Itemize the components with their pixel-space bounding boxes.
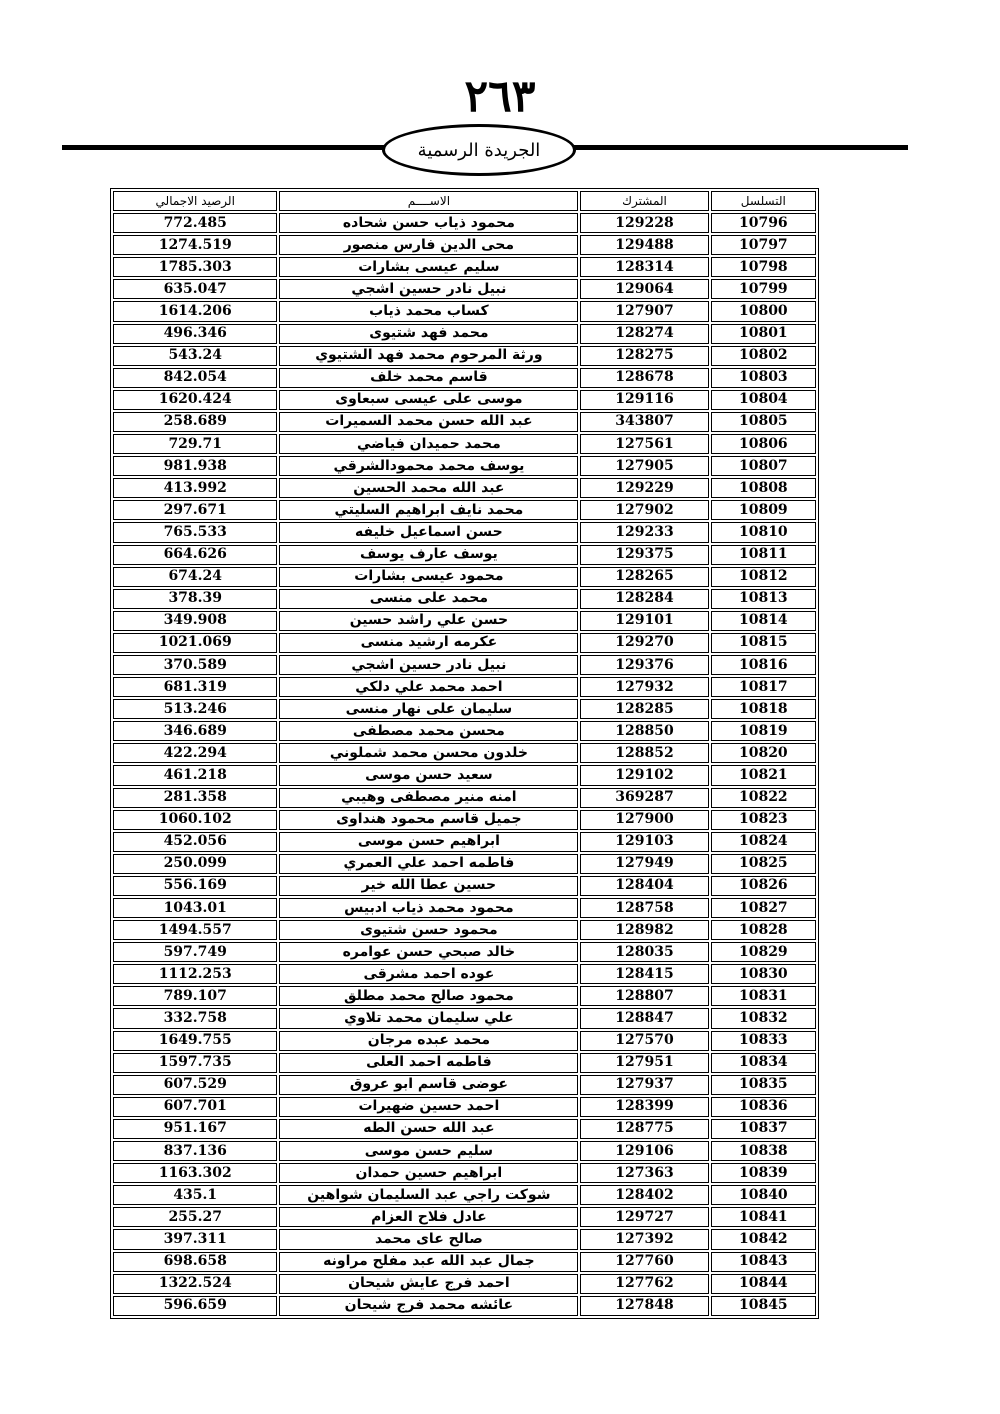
serial-cell: 10805 <box>711 412 816 432</box>
balance-cell: 1614.206 <box>113 301 277 321</box>
serial-cell: 10803 <box>711 368 816 388</box>
serial-cell: 10815 <box>711 633 816 653</box>
column-header-subscriber: المشترك <box>580 191 708 211</box>
serial-cell: 10828 <box>711 920 816 940</box>
subscriber-cell: 127905 <box>580 456 708 476</box>
balance-cell: 607.701 <box>113 1097 277 1117</box>
balance-cell: 842.054 <box>113 368 277 388</box>
balance-cell: 397.311 <box>113 1229 277 1249</box>
column-header-serial: التسلسل <box>711 191 816 211</box>
balance-cell: 635.047 <box>113 279 277 299</box>
table-row <box>113 567 816 587</box>
balance-cell: 837.136 <box>113 1141 277 1161</box>
balance-cell: 664.626 <box>113 545 277 565</box>
balance-cell: 461.218 <box>113 765 277 785</box>
subscriber-cell: 129727 <box>580 1207 708 1227</box>
page-number: ٢٦٣ <box>464 71 536 122</box>
serial-cell: 10814 <box>711 611 816 631</box>
balance-table <box>110 188 819 1319</box>
table-row <box>113 301 816 321</box>
table-row <box>113 1097 816 1117</box>
serial-cell: 10838 <box>711 1141 816 1161</box>
column-header-balance: الرصيد الاجمالي <box>113 191 277 211</box>
balance-cell: 596.659 <box>113 1296 277 1316</box>
name-cell: صالح عاى محمد <box>279 1229 578 1249</box>
balance-cell: 1494.557 <box>113 920 277 940</box>
table-row <box>113 611 816 631</box>
subscriber-cell: 128850 <box>580 721 708 741</box>
balance-cell: 1274.519 <box>113 235 277 255</box>
subscriber-cell: 129101 <box>580 611 708 631</box>
subscriber-cell: 129375 <box>580 545 708 565</box>
serial-cell: 10808 <box>711 478 816 498</box>
name-cell: جمال عبد الله عبد مفلح مراونه <box>279 1252 578 1272</box>
name-cell: حسن علي راشد حسين <box>279 611 578 631</box>
name-cell: عائشه محمد فرج شيحان <box>279 1296 578 1316</box>
serial-cell: 10812 <box>711 567 816 587</box>
balance-cell: 413.992 <box>113 478 277 498</box>
serial-cell: 10802 <box>711 346 816 366</box>
table-row <box>113 1207 816 1227</box>
name-cell: محمود عيسى بشارات <box>279 567 578 587</box>
table-row <box>113 324 816 344</box>
column-header-name: الاســــم <box>279 191 578 211</box>
balance-cell: 250.099 <box>113 854 277 874</box>
table-row <box>113 1252 816 1272</box>
balance-cell: 674.24 <box>113 567 277 587</box>
balance-cell: 513.246 <box>113 699 277 719</box>
subscriber-cell: 129376 <box>580 655 708 675</box>
table-row <box>113 1053 816 1073</box>
subscriber-cell: 128852 <box>580 743 708 763</box>
subscriber-cell: 129228 <box>580 213 708 233</box>
serial-cell: 10827 <box>711 898 816 918</box>
balance-cell: 556.169 <box>113 876 277 896</box>
name-cell: احمد فرج عايش شيحان <box>279 1274 578 1294</box>
table-row <box>113 257 816 277</box>
subscriber-cell: 128285 <box>580 699 708 719</box>
table-row <box>113 1185 816 1205</box>
subscriber-cell: 129103 <box>580 832 708 852</box>
name-cell: فاطمه احمد العلى <box>279 1053 578 1073</box>
name-cell: محمد عبده مرجان <box>279 1031 578 1051</box>
serial-cell: 10816 <box>711 655 816 675</box>
subscriber-cell: 127363 <box>580 1163 708 1183</box>
table-row <box>113 765 816 785</box>
balance-cell: 729.71 <box>113 434 277 454</box>
table-row <box>113 213 816 233</box>
name-cell: عوده احمد مشرقى <box>279 964 578 984</box>
subscriber-cell: 128847 <box>580 1008 708 1028</box>
balance-cell: 452.056 <box>113 832 277 852</box>
serial-cell: 10833 <box>711 1031 816 1051</box>
balance-cell: 1597.735 <box>113 1053 277 1073</box>
balance-cell: 1043.01 <box>113 898 277 918</box>
subscriber-cell: 127932 <box>580 677 708 697</box>
table-row <box>113 1075 816 1095</box>
balance-cell: 1649.755 <box>113 1031 277 1051</box>
balance-cell: 422.294 <box>113 743 277 763</box>
subscriber-cell: 127902 <box>580 500 708 520</box>
subscriber-cell: 128035 <box>580 942 708 962</box>
serial-cell: 10831 <box>711 986 816 1006</box>
table-row <box>113 788 816 808</box>
serial-cell: 10813 <box>711 589 816 609</box>
name-cell: سليمان على نهار منسى <box>279 699 578 719</box>
name-cell: ابراهيم حسن موسى <box>279 832 578 852</box>
serial-cell: 10820 <box>711 743 816 763</box>
table-row <box>113 346 816 366</box>
name-cell: شوكت راجي عبد السليمان شواهين <box>279 1185 578 1205</box>
table-row <box>113 478 816 498</box>
table-row <box>113 235 816 255</box>
table-row <box>113 589 816 609</box>
serial-cell: 10796 <box>711 213 816 233</box>
table-header-row <box>113 191 816 211</box>
subscriber-cell: 128265 <box>580 567 708 587</box>
serial-cell: 10817 <box>711 677 816 697</box>
serial-cell: 10835 <box>711 1075 816 1095</box>
table-row <box>113 699 816 719</box>
subscriber-cell: 127949 <box>580 854 708 874</box>
table-body <box>113 213 816 1316</box>
table-row <box>113 390 816 410</box>
subscriber-cell: 127937 <box>580 1075 708 1095</box>
publication-oval <box>382 124 576 176</box>
subscriber-cell: 128775 <box>580 1119 708 1139</box>
balance-cell: 1322.524 <box>113 1274 277 1294</box>
table-row <box>113 434 816 454</box>
table-row <box>113 412 816 432</box>
name-cell: موسى على عيسى سبعاوى <box>279 390 578 410</box>
subscriber-cell: 128678 <box>580 368 708 388</box>
subscriber-cell: 128274 <box>580 324 708 344</box>
table-row <box>113 677 816 697</box>
serial-cell: 10822 <box>711 788 816 808</box>
balance-cell: 681.319 <box>113 677 277 697</box>
balance-cell: 1620.424 <box>113 390 277 410</box>
balance-cell: 698.658 <box>113 1252 277 1272</box>
name-cell: محى الدين فارس منصور <box>279 235 578 255</box>
serial-cell: 10824 <box>711 832 816 852</box>
name-cell: محمد على منسى <box>279 589 578 609</box>
name-cell: محمد نايف ابراهيم السليتي <box>279 500 578 520</box>
table-row <box>113 500 816 520</box>
serial-cell: 10811 <box>711 545 816 565</box>
name-cell: سليم حسن موسى <box>279 1141 578 1161</box>
balance-cell: 281.358 <box>113 788 277 808</box>
serial-cell: 10825 <box>711 854 816 874</box>
balance-cell: 789.107 <box>113 986 277 1006</box>
serial-cell: 10836 <box>711 1097 816 1117</box>
serial-cell: 10832 <box>711 1008 816 1028</box>
name-cell: علي سليمان محمد تلاوي <box>279 1008 578 1028</box>
table-row <box>113 832 816 852</box>
subscriber-cell: 128404 <box>580 876 708 896</box>
table-row <box>113 1163 816 1183</box>
subscriber-cell: 128284 <box>580 589 708 609</box>
serial-cell: 10800 <box>711 301 816 321</box>
subscriber-cell: 127762 <box>580 1274 708 1294</box>
serial-cell: 10826 <box>711 876 816 896</box>
balance-cell: 349.908 <box>113 611 277 631</box>
serial-cell: 10842 <box>711 1229 816 1249</box>
table-row <box>113 1274 816 1294</box>
subscriber-cell: 369287 <box>580 788 708 808</box>
serial-cell: 10804 <box>711 390 816 410</box>
subscriber-cell: 129233 <box>580 522 708 542</box>
serial-cell: 10839 <box>711 1163 816 1183</box>
name-cell: يوسف محمد محمودالشرقي <box>279 456 578 476</box>
balance-cell: 435.1 <box>113 1185 277 1205</box>
balance-cell: 496.346 <box>113 324 277 344</box>
table-row <box>113 986 816 1006</box>
name-cell: عكرمه ارشيد منسى <box>279 633 578 653</box>
serial-cell: 10818 <box>711 699 816 719</box>
table-row <box>113 522 816 542</box>
balance-cell: 332.758 <box>113 1008 277 1028</box>
table-row <box>113 743 816 763</box>
name-cell: عبد الله حسن الطه <box>279 1119 578 1139</box>
table-row <box>113 964 816 984</box>
name-cell: فاطمه احمد علي العمري <box>279 854 578 874</box>
subscriber-cell: 127392 <box>580 1229 708 1249</box>
balance-cell: 1021.069 <box>113 633 277 653</box>
subscriber-cell: 128982 <box>580 920 708 940</box>
subscriber-cell: 127570 <box>580 1031 708 1051</box>
balance-cell: 1060.102 <box>113 810 277 830</box>
name-cell: احمد محمد علي دلكي <box>279 677 578 697</box>
serial-cell: 10810 <box>711 522 816 542</box>
serial-cell: 10819 <box>711 721 816 741</box>
serial-cell: 10798 <box>711 257 816 277</box>
name-cell: خلدون محسن محمد شملوني <box>279 743 578 763</box>
publication-title: الجريدة الرسمية <box>417 139 541 161</box>
serial-cell: 10809 <box>711 500 816 520</box>
name-cell: كساب محمد ذياب <box>279 301 578 321</box>
serial-cell: 10840 <box>711 1185 816 1205</box>
table-row <box>113 1008 816 1028</box>
name-cell: محمد حميدان فياضي <box>279 434 578 454</box>
balance-cell: 597.749 <box>113 942 277 962</box>
table-row <box>113 633 816 653</box>
subscriber-cell: 129102 <box>580 765 708 785</box>
serial-cell: 10806 <box>711 434 816 454</box>
name-cell: امنه منير مصطفى وهيبي <box>279 788 578 808</box>
balance-cell: 297.671 <box>113 500 277 520</box>
name-cell: عادل فلاح العزام <box>279 1207 578 1227</box>
serial-cell: 10799 <box>711 279 816 299</box>
name-cell: محسن محمد مصطفى <box>279 721 578 741</box>
subscriber-cell: 127848 <box>580 1296 708 1316</box>
balance-cell: 772.485 <box>113 213 277 233</box>
subscriber-cell: 129116 <box>580 390 708 410</box>
name-cell: محمود صالح محمد مطلق <box>279 986 578 1006</box>
subscriber-cell: 127900 <box>580 810 708 830</box>
balance-cell: 255.27 <box>113 1207 277 1227</box>
table-row <box>113 898 816 918</box>
serial-cell: 10843 <box>711 1252 816 1272</box>
serial-cell: 10834 <box>711 1053 816 1073</box>
subscriber-cell: 129106 <box>580 1141 708 1161</box>
name-cell: سعيد حسن موسى <box>279 765 578 785</box>
name-cell: ورثة المرحوم محمد فهد الشتيوي <box>279 346 578 366</box>
subscriber-cell: 129064 <box>580 279 708 299</box>
subscriber-cell: 128314 <box>580 257 708 277</box>
table-row <box>113 1229 816 1249</box>
balance-cell: 981.938 <box>113 456 277 476</box>
table-row <box>113 279 816 299</box>
name-cell: محمود محمد ذياب ادبيس <box>279 898 578 918</box>
name-cell: عوضى قاسم ابو عروق <box>279 1075 578 1095</box>
name-cell: نبيل نادر حسين اشجي <box>279 279 578 299</box>
balance-cell: 346.689 <box>113 721 277 741</box>
subscriber-cell: 128415 <box>580 964 708 984</box>
balance-cell: 951.167 <box>113 1119 277 1139</box>
subscriber-cell: 128402 <box>580 1185 708 1205</box>
name-cell: محمود حسن شتيوى <box>279 920 578 940</box>
serial-cell: 10797 <box>711 235 816 255</box>
table-row <box>113 1031 816 1051</box>
serial-cell: 10829 <box>711 942 816 962</box>
name-cell: احمد حسين ضهيرات <box>279 1097 578 1117</box>
subscriber-cell: 129488 <box>580 235 708 255</box>
subscriber-cell: 128399 <box>580 1097 708 1117</box>
name-cell: عبد الله حسن محمد السميرات <box>279 412 578 432</box>
table-row <box>113 545 816 565</box>
name-cell: ابراهيم حسين حمدان <box>279 1163 578 1183</box>
serial-cell: 10801 <box>711 324 816 344</box>
subscriber-cell: 129229 <box>580 478 708 498</box>
subscriber-cell: 127907 <box>580 301 708 321</box>
subscriber-cell: 128807 <box>580 986 708 1006</box>
serial-cell: 10821 <box>711 765 816 785</box>
table-row <box>113 1119 816 1139</box>
balance-cell: 370.589 <box>113 655 277 675</box>
table-row <box>113 876 816 896</box>
name-cell: محمود ذياب حسن شحاده <box>279 213 578 233</box>
subscriber-cell: 128275 <box>580 346 708 366</box>
serial-cell: 10823 <box>711 810 816 830</box>
table-row <box>113 942 816 962</box>
serial-cell: 10837 <box>711 1119 816 1139</box>
table-row <box>113 721 816 741</box>
balance-cell: 258.689 <box>113 412 277 432</box>
balance-cell: 1112.253 <box>113 964 277 984</box>
balance-cell: 378.39 <box>113 589 277 609</box>
balance-cell: 543.24 <box>113 346 277 366</box>
name-cell: سليم عيسى بشارات <box>279 257 578 277</box>
serial-cell: 10841 <box>711 1207 816 1227</box>
subscriber-cell: 127951 <box>580 1053 708 1073</box>
table-row <box>113 655 816 675</box>
balance-cell: 1785.303 <box>113 257 277 277</box>
name-cell: محمد فهد شتيوى <box>279 324 578 344</box>
subscriber-cell: 343807 <box>580 412 708 432</box>
table-row <box>113 854 816 874</box>
subscriber-cell: 127760 <box>580 1252 708 1272</box>
serial-cell: 10830 <box>711 964 816 984</box>
balance-cell: 1163.302 <box>113 1163 277 1183</box>
table-row <box>113 1141 816 1161</box>
serial-cell: 10844 <box>711 1274 816 1294</box>
table-row <box>113 368 816 388</box>
name-cell: حسين عطا الله خير <box>279 876 578 896</box>
subscriber-cell: 127561 <box>580 434 708 454</box>
name-cell: حسن اسماعيل خليفه <box>279 522 578 542</box>
table-row <box>113 920 816 940</box>
serial-cell: 10807 <box>711 456 816 476</box>
balance-cell: 607.529 <box>113 1075 277 1095</box>
subscriber-cell: 128758 <box>580 898 708 918</box>
name-cell: عبد الله محمد الحسين <box>279 478 578 498</box>
name-cell: قاسم محمد خلف <box>279 368 578 388</box>
name-cell: نبيل نادر حسين اشجي <box>279 655 578 675</box>
name-cell: خالد صبحي حسن عوامره <box>279 942 578 962</box>
table-row <box>113 1296 816 1316</box>
balance-cell: 765.533 <box>113 522 277 542</box>
table-row <box>113 456 816 476</box>
table-row <box>113 810 816 830</box>
subscriber-cell: 129270 <box>580 633 708 653</box>
serial-cell: 10845 <box>711 1296 816 1316</box>
name-cell: يوسف عارف يوسف <box>279 545 578 565</box>
name-cell: جميل قاسم محمود هنداوى <box>279 810 578 830</box>
